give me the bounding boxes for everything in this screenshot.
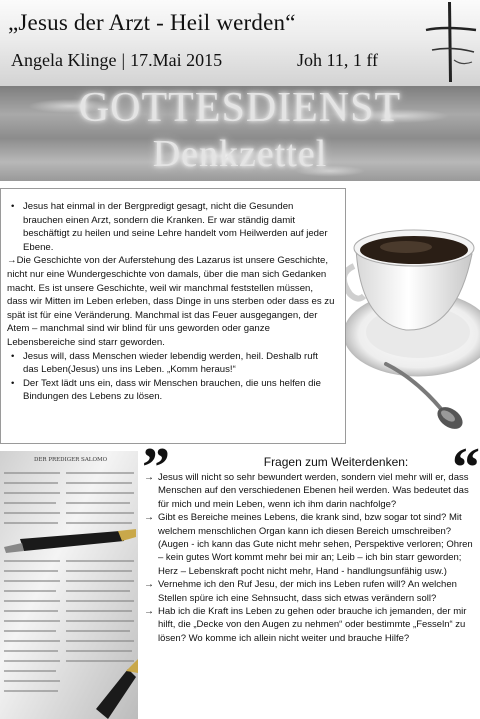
reflection-questions [138, 451, 480, 719]
open-quote-mark: ” [142, 437, 170, 499]
coffee-cup-image [346, 214, 480, 436]
question-item: → Jesus will nicht so sehr bewundert werden, sondern viel mehr will er, dass Menschen auf den verschiedenen Ebenen heil werden. Was bedeutet das für mich und mein Leben, wenn ich ihm darin nachfolge? [144, 471, 476, 511]
question-item: → Vernehme ich den Ruf Jesu, der mich ins Leben rufen will? An welchen Stellen spüre ich eine Sehnsucht, dass sich etwas verändern soll? [144, 578, 476, 605]
summary-bullet: • Jesus hat einmal in der Bergpredigt gesagt, nicht die Gesunden brauchen einen Arzt, sondern die Kranken. Er war ständig damit beschäftigt zu heilen und seine Lehre handelt vom Heilwerden auf jeder Ebene. [7, 200, 335, 254]
cross-icon [424, 0, 478, 84]
banner-subtitle: Denkzettel [152, 133, 328, 175]
header [0, 0, 480, 86]
question-list [144, 471, 476, 645]
summary-arrow-paragraph: →Die Geschichte von der Auferstehung des Lazarus ist unsere Geschichte, nicht nur eine Wundergeschichte von damals, über die man sich Gedanken macht. Es ist unsere Geschichte, weil wir manchmal feststellen müssen, dass wir Mitten im Leben erleben, dass Dinge in uns sterben oder dass es zu spät ist für eine Veränderung. Manchmal ist das Feuer ausgegangen, der Atem – manchmal sind wir blind für uns geworden oder ganze Lebensbereiche sind starr geworden. [7, 255, 335, 348]
summary-bullet: • Der Text lädt uns ein, dass wir Menschen brauchen, die uns helfen die Bindungen des Lebens zu lösen. [7, 377, 335, 404]
bible-reference: Joh 11, 1 ff [297, 50, 378, 70]
meta-separator: | [121, 50, 126, 70]
page-title: „Jesus der Arzt - Heil werden“ [8, 10, 296, 35]
book-heading: DER PREDIGER SALOMO [34, 457, 108, 463]
question-item: → Hab ich die Kraft ins Leben zu gehen oder brauche ich jemanden, der mir hilft, die „Decke von den Augen zu nehmen“ oder bestimmte „Fesseln“ zu lösen? Wo komme ich allein nicht weiter und brauche Hilfe? [144, 605, 476, 645]
sermon-date: 17.Mai 2015 [130, 50, 223, 70]
sermon-summary [0, 188, 346, 444]
questions-heading: Fragen zum Weiterdenken: [263, 455, 409, 469]
question-item: → Gibt es Bereiche meines Lebens, die krank sind, bzw sogar tot sind? Mit welchem menschlichen Organ kann ich diesen Bereich umschreiben? (Augen - ich kann das Gute nicht mehr sehen, Perspektive verloren; Ohren – kein gutes Wort kommt mehr bei mir an; Leib – ich bin starr geworden; Herz – Lebenskraft pocht nicht mehr, Hand - handlungsunfähig usw.) [144, 511, 476, 578]
banner [0, 86, 480, 181]
author: Angela Klinge [11, 50, 117, 70]
bible-with-pen-image [0, 451, 138, 719]
close-quote-mark: “ [452, 437, 480, 499]
sermon-meta [11, 50, 378, 71]
summary-bullet: • Jesus will, dass Menschen wieder lebendig werden, heil. Deshalb ruft das Leben(Jesus) uns ins Leben. „Komm heraus!“ [7, 350, 335, 377]
banner-title: GOTTESDIENST [78, 86, 402, 131]
